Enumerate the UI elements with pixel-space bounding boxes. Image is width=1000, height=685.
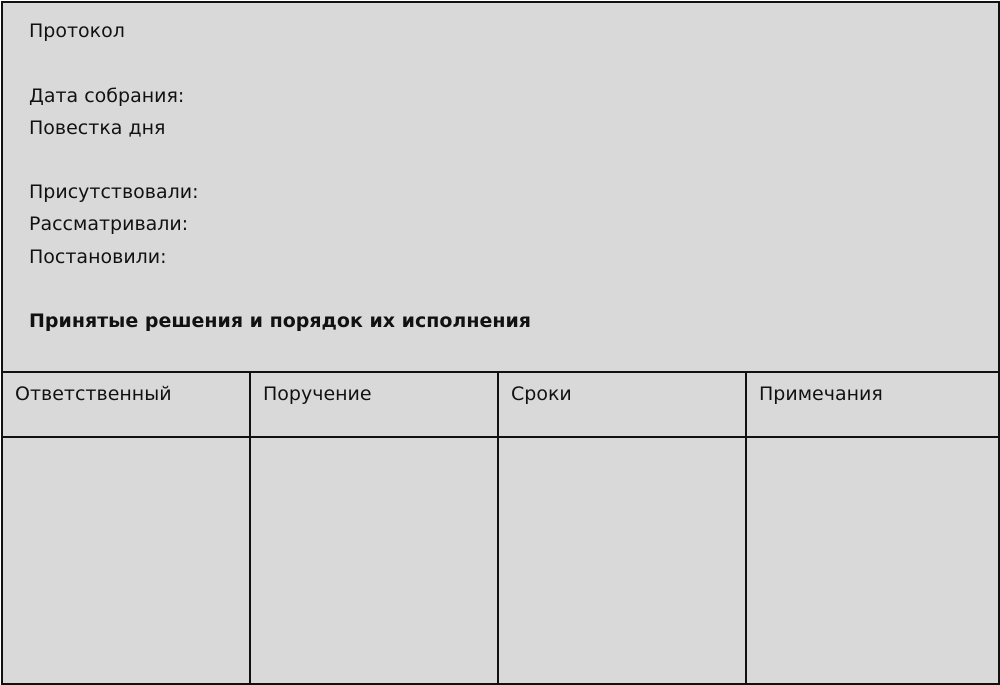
- protocol-form: [1, 1, 1000, 685]
- resolved-label: Постановили:: [29, 246, 167, 268]
- decisions-table: [3, 371, 998, 683]
- column-header-responsible: Ответственный: [15, 383, 172, 405]
- table-header-cell-responsible: [3, 373, 251, 438]
- decisions-heading: Принятые решения и порядок их исполнения: [29, 310, 531, 332]
- table-header-cell-deadlines: [499, 373, 747, 438]
- table-cell-deadlines[interactable]: [499, 438, 747, 685]
- table-cell-responsible[interactable]: [3, 438, 251, 685]
- column-header-notes: Примечания: [759, 383, 883, 405]
- column-header-deadlines: Сроки: [511, 383, 572, 405]
- considered-label: Рассматривали:: [29, 213, 189, 235]
- column-header-assignment: Поручение: [263, 383, 372, 405]
- table-header-cell-assignment: [251, 373, 499, 438]
- protocol-header: [3, 3, 998, 371]
- attendees-label: Присутствовали:: [29, 181, 199, 203]
- meeting-date-label: Дата собрания:: [29, 85, 185, 107]
- table-cell-assignment[interactable]: [251, 438, 499, 685]
- agenda-label: Повестка дня: [29, 117, 166, 139]
- protocol-title: Протокол: [29, 20, 125, 42]
- table-header-cell-notes: [747, 373, 998, 438]
- table-cell-notes[interactable]: [747, 438, 998, 685]
